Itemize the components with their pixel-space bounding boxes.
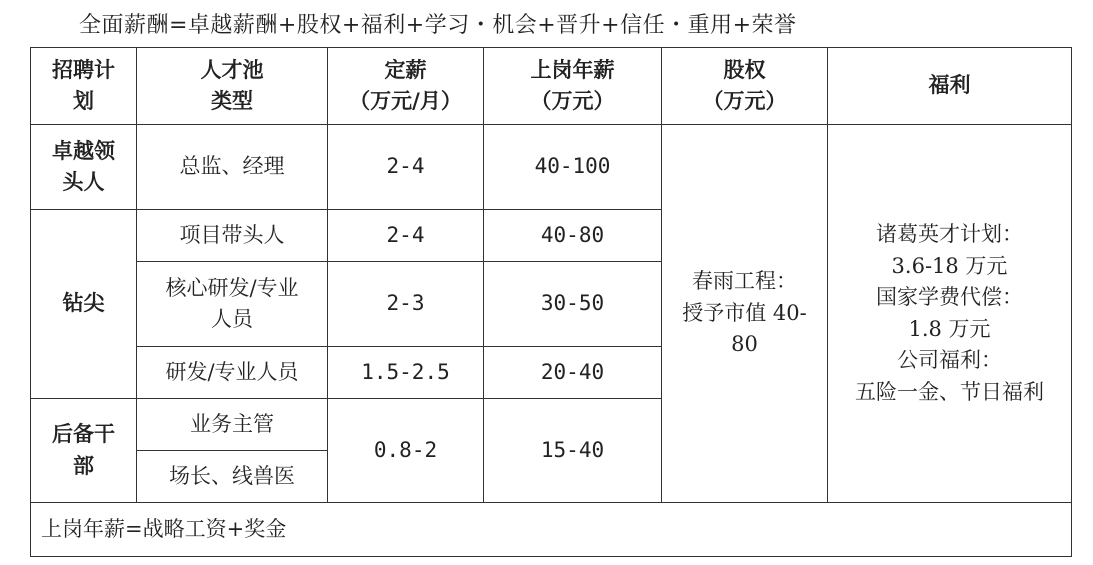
benefits-cell: 诸葛英才计划： 3.6-18 万元 国家学费代偿： 1.8 万元 公司福利： 五险一金、节日福利 [828,125,1072,503]
note-row [31,503,1072,557]
page-caption: 全面薪酬=卓越薪酬+股权+福利+学习・机会+晋升+信任・重用+荣誉 [79,13,797,38]
header-row [31,48,1072,125]
salary-table [30,47,1072,557]
header-fixed-salary: 定薪 （万元/月） [328,48,484,125]
fixed-salary-value: 2-4 [328,125,484,210]
group-top: 钻尖 [31,210,137,399]
talent-type: 核心研发/专业 人员 [137,262,328,347]
annual-salary-value: 20-40 [484,347,662,399]
header-annual-salary: 上岗年薪 （万元） [484,48,662,125]
equity-cell: 春雨工程： 授予市值 40- 80 [662,125,828,503]
fixed-salary-value: 2-3 [328,262,484,347]
talent-type: 项目带头人 [137,210,328,262]
annual-salary-value: 40-100 [484,125,662,210]
table-row [31,125,1072,210]
group-leader: 卓越领 头人 [31,125,137,210]
header-equity: 股权 （万元） [662,48,828,125]
talent-type: 总监、经理 [137,125,328,210]
annual-salary-value: 30-50 [484,262,662,347]
annual-salary-value: 15-40 [484,399,662,503]
talent-type: 研发/专业人员 [137,347,328,399]
salary-note: 上岗年薪=战略工资+奖金 [31,503,1072,557]
talent-type: 业务主管 [137,399,328,451]
header-talent-pool: 人才池 类型 [137,48,328,125]
group-reserve: 后备干 部 [31,399,137,503]
fixed-salary-value: 1.5-2.5 [328,347,484,399]
header-plan: 招聘计 划 [31,48,137,125]
fixed-salary-value: 2-4 [328,210,484,262]
fixed-salary-value: 0.8-2 [328,399,484,503]
annual-salary-value: 40-80 [484,210,662,262]
talent-type: 场长、线兽医 [137,451,328,503]
header-benefits: 福利 [828,48,1072,125]
